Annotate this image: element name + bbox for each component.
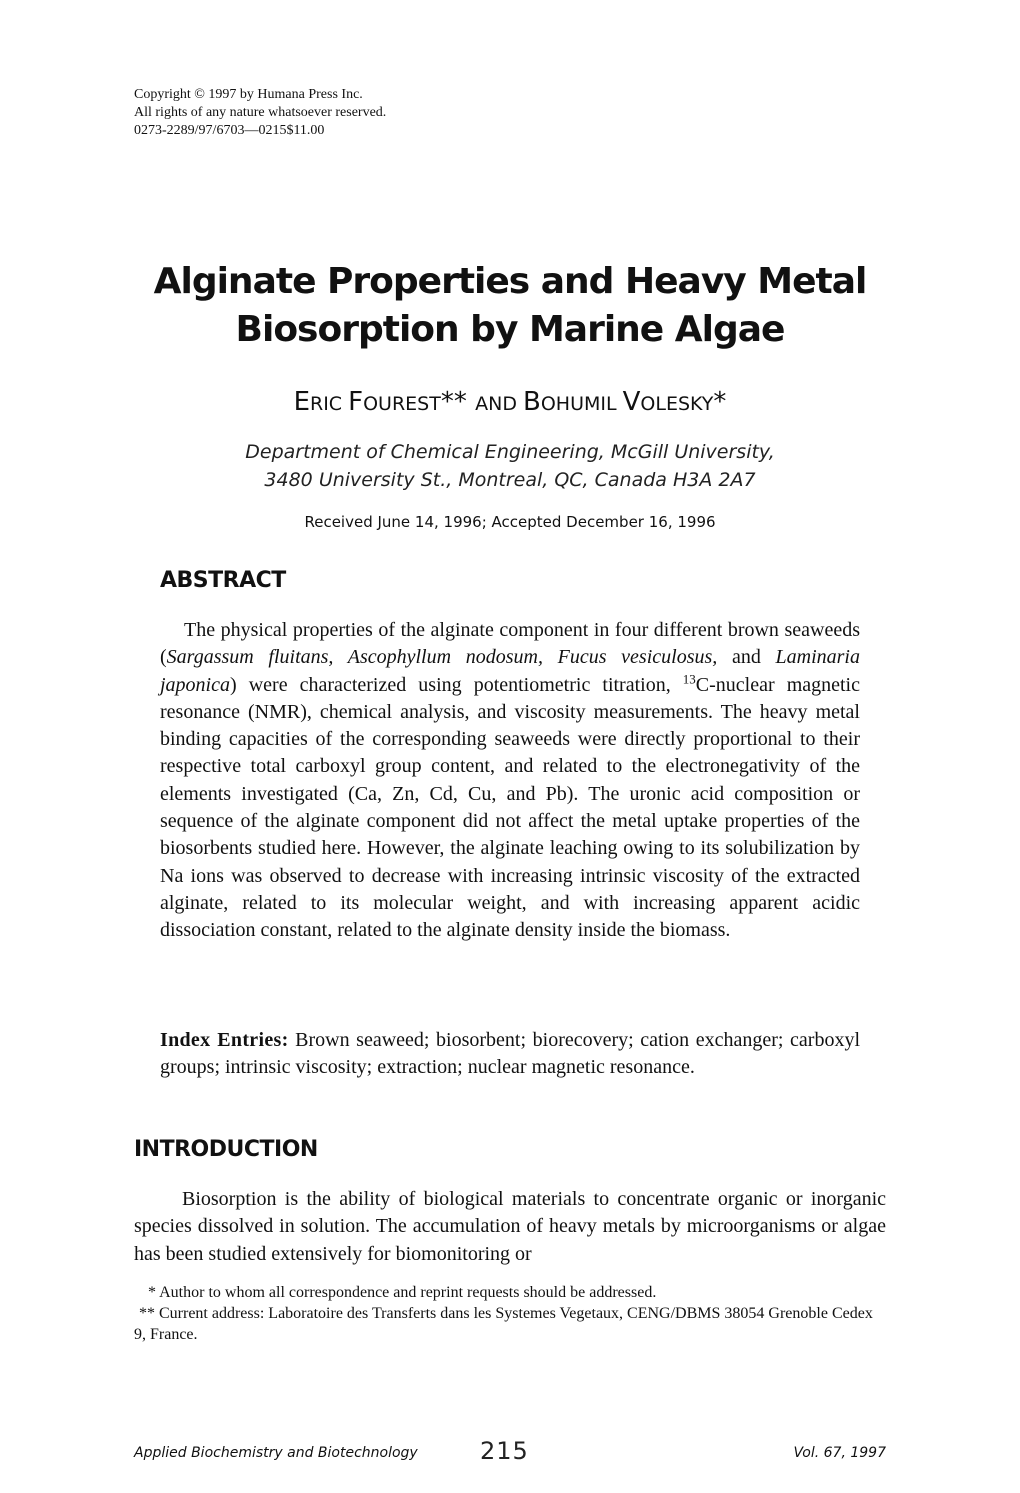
- footnote-1: * Author to whom all correspondence and reprint requests should be addressed.: [148, 1284, 657, 1301]
- received-dates: Received June 14, 1996; Accepted December 16, 1996: [304, 513, 716, 531]
- abstract-text-2: and: [717, 646, 776, 669]
- affiliation-line-1: Department of Chemical Engineering, McGill University,: [245, 441, 775, 463]
- index-entries: [160, 1027, 860, 1082]
- introduction-paragraph: Biosorption is the ability of biological materials to concentrate organic or inorganic species dissolved in solution. The accumulation of heavy metals by microorganisms or algae has been studied extensively for biomonitoring or: [134, 1188, 886, 1265]
- code-line: 0273-2289/97/6703—0215$11.00: [134, 123, 325, 138]
- footnote-2: ** Current address: Laboratoire des Transferts dans les Systemes Vegetaux, CENG/DBMS 38054 Grenoble Cedex 9, France.: [134, 1305, 873, 1343]
- copyright-block: [134, 86, 386, 140]
- paper-title: [0, 258, 1020, 354]
- title-line-2: Biosorption by Marine Algae: [235, 309, 785, 350]
- abstract-text-3: ) were characterized using potentiometric titration,: [230, 673, 683, 696]
- author-2-initial: B: [523, 387, 541, 417]
- page-footer: [134, 1437, 886, 1467]
- author-line: [0, 386, 1020, 420]
- index-entries-text: Brown seaweed; biosorbent; biorecovery; cation exchanger; carboxyl groups; intrinsic viscosity; extraction; nuclear magnetic resonance.: [160, 1029, 861, 1079]
- journal-name: Applied Biochemistry and Biotechnology: [134, 1445, 418, 1461]
- index-entries-label: Index Entries:: [160, 1029, 289, 1051]
- author-2-surname-initial: V: [622, 387, 641, 417]
- page-number: 215: [480, 1437, 529, 1465]
- author-2-rest: OHUMIL: [540, 393, 623, 415]
- isotope-superscript: 13: [682, 670, 696, 686]
- author-2-surname-rest: OLESKY: [640, 393, 714, 415]
- copyright-line: Copyright © 1997 by Humana Press Inc.: [134, 87, 363, 102]
- author-1-surname-rest: OUREST: [363, 393, 441, 415]
- author-1-mark: **: [440, 387, 476, 417]
- rights-line: All rights of any nature whatsoever reserved.: [134, 105, 387, 120]
- author-1-surname-initial: F: [348, 387, 364, 417]
- title-line-1: Alginate Properties and Heavy Metal: [153, 261, 867, 302]
- abstract-text-4: C-nuclear magnetic resonance (NMR), chemical analysis, and viscosity measurements. The heavy metal binding capacities of the corresponding seaweeds were directly proportional to their respective total carboxyl group content, and related to the electronegativity of the elements investigated (Ca, Zn, Cd, Cu, and Pb). The uronic acid composition or sequence of the alginate component did not affect the metal uptake properties of the biosorbents studied here. However, the alginate leaching owing to its solubilization by Na ions was observed to decrease with increasing intrinsic viscosity of the extracted alginate, related to its molecular weight, and with increasing apparent acidic dissociation constant, related to the alginate density inside the biomass.: [160, 673, 860, 942]
- volume-year: Vol. 67, 1997: [793, 1445, 886, 1461]
- abstract-species-2: Laminaria japonica: [160, 646, 860, 696]
- abstract-text-1: The physical properties of the alginate component in four different brown seaweeds (: [160, 619, 860, 669]
- author-and: AND: [475, 393, 523, 415]
- abstract-species-1: Sargassum fluitans, Ascophyllum nodosum, Fucus vesiculosus,: [166, 646, 718, 669]
- author-1-initial: E: [293, 387, 310, 417]
- abstract-paragraph: [160, 617, 860, 945]
- author-2-mark: *: [713, 387, 727, 417]
- affiliation: [0, 438, 1020, 494]
- affiliation-line-2: 3480 University St., Montreal, QC, Canada H3A 2A7: [264, 469, 756, 491]
- introduction-heading: INTRODUCTION: [134, 1137, 318, 1162]
- abstract-heading: ABSTRACT: [160, 568, 286, 593]
- footnotes: [134, 1282, 886, 1345]
- author-1-rest: RIC: [310, 393, 349, 415]
